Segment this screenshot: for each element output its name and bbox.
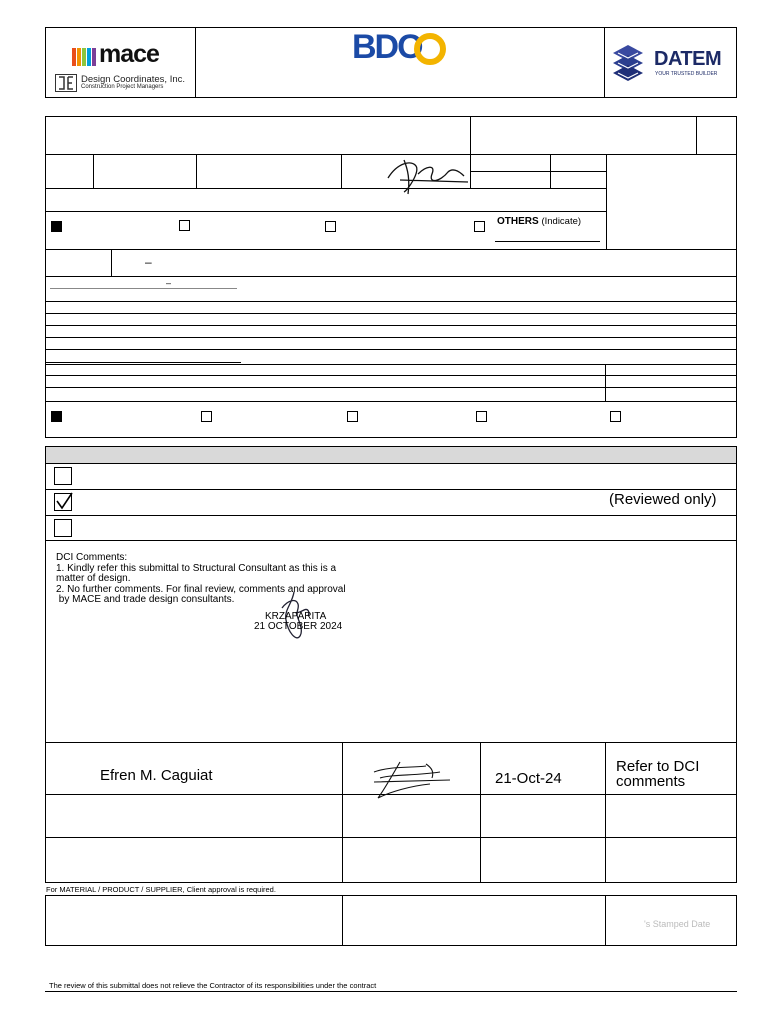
row-divider	[45, 387, 737, 388]
row-divider	[45, 301, 737, 302]
reviewer-date: 21-Oct-24	[495, 770, 562, 787]
bdo-wordmark: BDO	[352, 28, 422, 66]
action-checkbox-2[interactable]	[201, 411, 212, 422]
row-divider	[45, 349, 737, 350]
action-checkbox-1[interactable]	[51, 411, 62, 422]
bdo-logo	[352, 28, 452, 68]
others-underline	[495, 241, 600, 242]
footer-rule	[45, 991, 737, 992]
row-divider	[45, 362, 241, 363]
row-divider	[45, 249, 737, 250]
action-checkbox-5[interactable]	[610, 411, 621, 422]
cell-divider	[93, 154, 94, 188]
status-checkbox-3[interactable]	[54, 519, 72, 537]
row-divider	[45, 463, 737, 464]
reviewed-only-label: (Reviewed only)	[609, 491, 717, 508]
cell-divider	[480, 742, 481, 883]
others-label	[497, 216, 581, 227]
datem-wordmark: DATEM	[654, 48, 722, 70]
row-divider	[45, 364, 737, 365]
status-checkbox-1[interactable]	[54, 467, 72, 485]
row-divider	[470, 171, 606, 172]
row-divider	[45, 515, 737, 516]
dash-mark: –	[145, 255, 152, 269]
datem-tagline: YOUR TRUSTED BUILDER	[655, 71, 718, 77]
dci-comments-line: matter of design.	[56, 573, 131, 584]
datem-cube-icon	[612, 44, 644, 82]
signature-icon	[378, 156, 474, 196]
dci-comments-line: DCI Comments:	[56, 552, 128, 563]
row-divider	[45, 375, 737, 376]
row-divider	[45, 540, 737, 541]
row-divider	[45, 837, 737, 838]
cell-divider	[470, 116, 471, 154]
underline-dash: –	[166, 278, 172, 288]
cell-divider	[342, 895, 343, 946]
dci-comments-line: 2. No further comments. For final review, comments and approval	[56, 583, 346, 595]
datem-logo	[612, 44, 732, 84]
action-checkbox-4[interactable]	[476, 411, 487, 422]
dci-comments-line: by MACE and trade design consultants.	[56, 594, 235, 605]
client-approval-block	[45, 895, 737, 946]
cell-divider	[605, 895, 606, 946]
review-header-bar	[46, 447, 736, 463]
dci-sign-date: 21 OCTOBER 2024	[254, 621, 343, 632]
dci-logo	[55, 73, 195, 93]
cell-divider	[606, 154, 607, 250]
cell-divider	[696, 116, 697, 154]
dci-subtitle: Construction Project Managers	[81, 84, 164, 90]
row-divider	[45, 313, 737, 314]
action-checkbox-3[interactable]	[347, 411, 358, 422]
cell-divider	[605, 364, 606, 401]
row-divider	[45, 276, 737, 277]
header-divider	[604, 27, 605, 98]
cell-divider	[111, 249, 112, 276]
row-divider	[45, 211, 606, 212]
client-approval-note: For MATERIAL / PRODUCT / SUPPLIER, Client approval is required.	[46, 885, 276, 894]
row-divider	[45, 401, 737, 402]
review-block	[45, 446, 737, 883]
dci-emblem-icon	[55, 74, 77, 92]
row-divider	[45, 337, 737, 338]
cell-divider	[196, 154, 197, 188]
type-checkbox-2[interactable]	[179, 220, 190, 231]
mace-logo	[72, 40, 182, 68]
reviewer-name: Efren M. Caguiat	[100, 767, 213, 784]
dci-comments-line: 1. Kindly refer this submittal to Structural Consultant as this is a	[56, 562, 337, 574]
reviewer-signature-icon	[370, 758, 454, 802]
cell-divider	[341, 154, 342, 188]
type-checkbox-3[interactable]	[325, 221, 336, 232]
reviewer-remarks: Refer to DCI comments	[616, 758, 700, 790]
row-divider	[45, 188, 606, 189]
checkmark-icon	[54, 491, 74, 511]
others-label-text: OTHERS	[497, 216, 539, 227]
mace-wordmark: mace	[99, 40, 159, 68]
others-hint: (Indicate)	[541, 216, 582, 227]
disclaimer: The review of this submittal does not relieve the Contractor of its responsibilities under the contract	[49, 981, 377, 990]
dci-comments	[56, 553, 376, 606]
cell-divider	[605, 742, 606, 883]
field-underline	[50, 288, 237, 289]
row-divider	[45, 742, 737, 743]
row-divider	[45, 325, 737, 326]
bdo-o-icon	[412, 32, 448, 68]
row-divider	[45, 154, 737, 155]
cell-divider	[342, 742, 343, 883]
mace-stripes-icon	[72, 46, 100, 66]
type-checkbox-others[interactable]	[474, 221, 485, 232]
type-checkbox-1[interactable]	[51, 221, 62, 232]
dci-signatory: KRZAPARITA	[265, 611, 327, 622]
stamped-date-label: 's Stamped Date	[644, 919, 711, 929]
dci-name: Design Coordinates, Inc.	[81, 74, 186, 85]
row-divider	[45, 489, 737, 490]
header-divider	[195, 27, 196, 98]
